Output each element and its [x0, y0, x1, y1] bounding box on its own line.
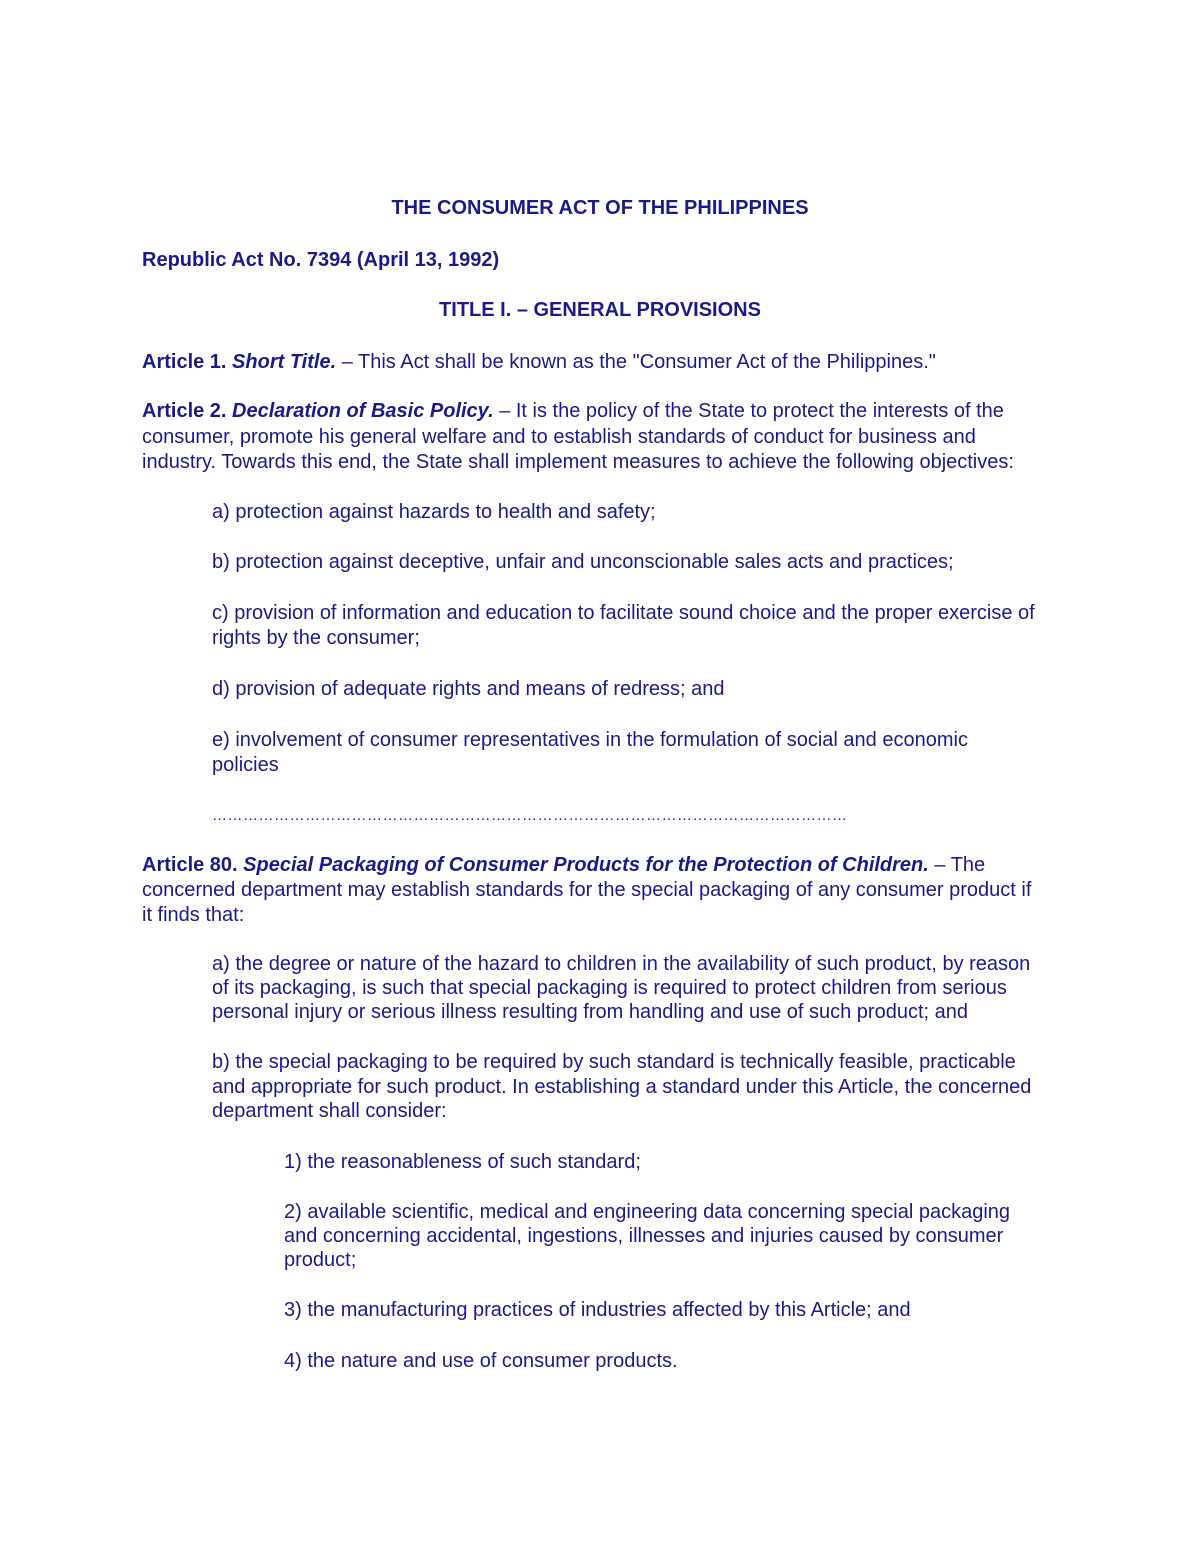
objective-a: a) protection against hazards to health and safety; — [212, 501, 656, 523]
document-title: THE CONSUMER ACT OF THE PHILIPPINES — [391, 197, 809, 219]
article-1-heading: Short Title. — [232, 351, 337, 373]
article-80-label: Article 80. — [142, 854, 238, 876]
article-2-heading: Declaration of Basic Policy. — [232, 400, 494, 422]
consideration-2-line-1: 2) available scientific, medical and engineering data concerning special packaging — [284, 1201, 1011, 1223]
condition-b-line-1: b) the special packaging to be required by such standard is technically feasible, practicable — [212, 1051, 1016, 1073]
consideration-2-line-2: and concerning accidental, ingestions, illnesses and injuries caused by consumer — [284, 1225, 1004, 1247]
objective-d: d) provision of adequate rights and means of redress; and — [212, 678, 725, 700]
objective-e-line-2: policies — [212, 754, 279, 776]
condition-b-line-3: department shall consider: — [212, 1100, 447, 1122]
consideration-1: 1) the reasonableness of such standard; — [284, 1151, 641, 1173]
condition-a-line-3: personal injury or serious illness resulting from handling and use of such product; and — [212, 1001, 968, 1023]
article-1-label: Article 1. — [142, 351, 227, 373]
consideration-2-line-3: product; — [284, 1249, 357, 1271]
title-i-heading: TITLE I. – GENERAL PROVISIONS — [439, 299, 761, 321]
objective-c-line-1: c) provision of information and education to facilitate sound choice and the proper exercise of — [212, 602, 1035, 624]
omission-ellipsis: …………………………………………………………………………………………………………… — [212, 807, 848, 824]
article-2-line-3: industry. Towards this end, the State shall implement measures to achieve the following objectives: — [142, 451, 1014, 473]
objective-e-line-1: e) involvement of consumer representatives in the formulation of social and economic — [212, 729, 968, 751]
article-2-label: Article 2. — [142, 400, 227, 422]
republic-act-line: Republic Act No. 7394 (April 13, 1992) — [142, 249, 500, 271]
article-1-text: – This Act shall be known as the "Consumer Act of the Philippines." — [341, 351, 936, 373]
objective-c-line-2: rights by the consumer; — [212, 627, 420, 649]
condition-b-line-2: and appropriate for such product. In establishing a standard under this Article, the concerned — [212, 1076, 1032, 1098]
article-80-line-1 — [142, 853, 985, 877]
article-2-text: – It is the policy of the State to protect the interests of the — [499, 400, 1004, 422]
article-2-line-2: consumer, promote his general welfare and to establish standards of conduct for business and — [142, 426, 976, 448]
article-80-heading: Special Packaging of Consumer Products for the Protection of Children. — [243, 854, 929, 876]
consideration-4: 4) the nature and use of consumer products. — [284, 1350, 678, 1372]
article-1 — [142, 350, 936, 374]
article-2-line-1 — [142, 399, 1004, 423]
article-80-text: – The — [934, 854, 986, 876]
condition-a-line-2: of its packaging, is such that special packaging is required to protect children from serious — [212, 977, 1007, 999]
article-80-line-2: concerned department may establish standards for the special packaging of any consumer product if — [142, 879, 1032, 901]
objective-b: b) protection against deceptive, unfair and unconscionable sales acts and practices; — [212, 551, 954, 573]
article-80-line-3: it finds that: — [142, 904, 245, 926]
consideration-3: 3) the manufacturing practices of industries affected by this Article; and — [284, 1299, 911, 1321]
condition-a-line-1: a) the degree or nature of the hazard to children in the availability of such product, by reason — [212, 953, 1031, 975]
